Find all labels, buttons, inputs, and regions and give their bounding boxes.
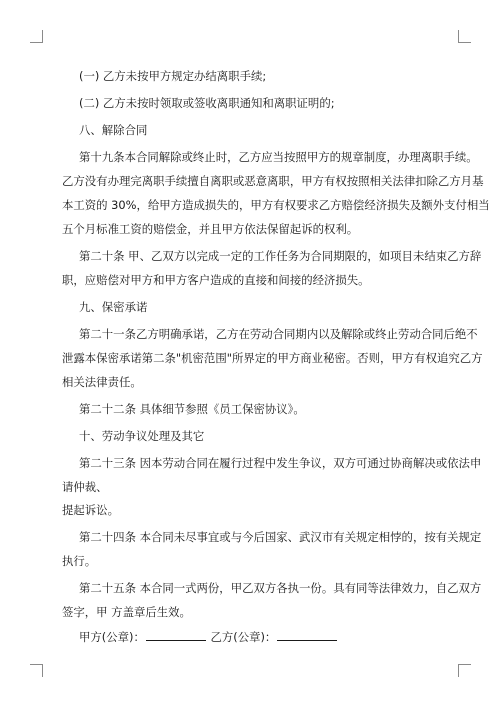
article-21-line-1: 第二十一条乙方明确承诺，乙方在劳动合同期内以及解除或终止劳动合同后绝不 [79, 327, 478, 341]
article-19-line-4: 五个月标准工资的赔偿金，并且甲方依法保留起诉的权利。 [62, 222, 359, 236]
party-b-label: 乙方(公章)： [210, 630, 277, 644]
clause-item-1: (一) 乙方未按甲方规定办结离职手续; [79, 69, 267, 83]
party-a-label: 甲方(公章)： [79, 630, 145, 644]
party-a-signature-blank[interactable] [146, 629, 206, 641]
clause-item-2: (二) 乙方未按时领取或签收离职通知和离职证明的; [79, 96, 335, 110]
article-19-line-1: 第十九条本合同解除或终止时，乙方应当按照甲方的规章制度，办理离职手续。 [79, 150, 478, 164]
article-20-line-2: 职，应赔偿对甲方和甲方客户造成的直接和间接的经济损失。 [62, 273, 370, 287]
article-22: 第二十二条 具体细节参照《员工保密协议》。 [79, 402, 305, 416]
article-23-continuation: 提起诉讼。 [62, 503, 119, 517]
section-8-title: 八、解除合同 [79, 123, 148, 137]
article-23-line-1: 第二十三条 因本劳动合同在履行过程中发生争议，双方可通过协商解决或依法申 [79, 456, 482, 470]
article-21-line-2: 泄露本保密承诺第二条"机密范围"所界定的甲方商业秘密。否则，甲方有权追究乙方 [62, 351, 483, 365]
party-b-signature-blank[interactable] [277, 629, 337, 641]
article-24-line-2: 执行。 [62, 554, 97, 568]
article-23-line-2: 请仲裁、 [62, 480, 108, 494]
signature-line [79, 629, 442, 644]
article-19-line-3: 本工资的 30%，给甲方造成损失的，甲方有权要求乙方赔偿经济损失及额外支付相当 [62, 198, 490, 212]
article-20-line-1: 第二十条 甲、乙双方以完成一定的工作任务为合同期限的，如项目未结束乙方辞 [79, 249, 482, 263]
article-25-line-2: 签字，甲 方盖章后生效。 [62, 605, 191, 619]
article-24-line-1: 第二十四条 本合同未尽事宜或与今后国家、武汉市有关规定相悖的，按有关规定 [79, 530, 482, 544]
article-19-line-2: 乙方没有办理完离职手续擅自离职或恶意离职，甲方有权按照相关法律扣除乙方月基 [62, 174, 484, 188]
section-10-title: 十、劳动争议处理及其它 [79, 429, 205, 443]
article-21-line-3: 相关法律责任。 [62, 375, 142, 389]
section-9-title: 九、保密承诺 [79, 300, 148, 314]
article-25-line-1: 第二十五条 本合同一式两份，甲乙双方各执一份。具有同等法律效力，自乙双方 [79, 581, 482, 595]
